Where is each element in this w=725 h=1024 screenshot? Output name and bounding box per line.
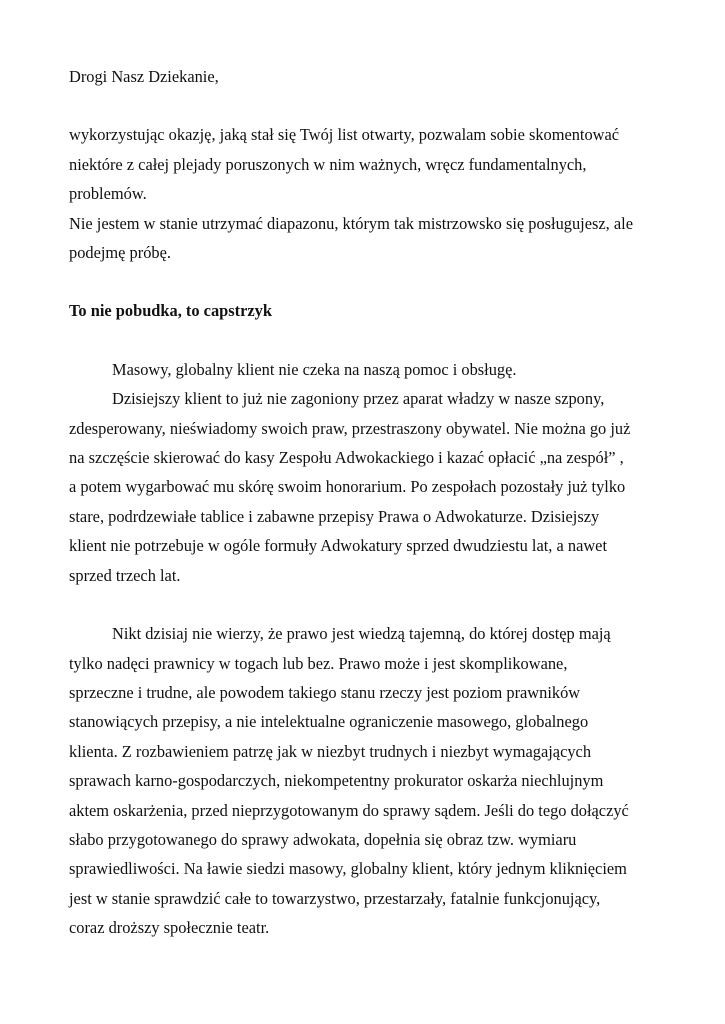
text-line: sprzeczne i trudne, ale powodem takiego stanu rzeczy jest poziom prawników xyxy=(69,682,581,702)
text-line: stanowiących przepisy, a nie intelektualne ograniczenie masowego, globalnego xyxy=(69,712,589,732)
text-line: na szczęście skierować do kasy Zespołu Adwokackiego i kazać opłacić „na zespół” , xyxy=(69,448,624,468)
text-line: Masowy, globalny klient nie czeka na naszą pomoc i obsługę. xyxy=(112,359,517,379)
text-line: podejmę próbę. xyxy=(69,243,171,263)
text-line: sprzed trzech lat. xyxy=(69,565,181,585)
document-page xyxy=(69,62,669,943)
text-line: Dzisiejszy klient to już nie zagoniony przez aparat władzy w nasze szpony, xyxy=(112,389,605,409)
greeting-line: Drogi Nasz Dziekanie, xyxy=(69,67,219,86)
spacer xyxy=(69,267,669,296)
text-line: Nie jestem w stanie utrzymać diapazonu, którym tak mistrzowsko się posługujesz, ale xyxy=(69,213,633,233)
text-line: tylko nadęci prawnicy w togach lub bez. Prawo może i jest skomplikowane, xyxy=(69,653,568,673)
spacer xyxy=(69,326,669,355)
text-line: sprawiedliwości. Na ławie siedzi masowy, globalny klient, który jednym kliknięciem xyxy=(69,859,627,879)
text-line: jest w stanie sprawdzić całe to towarzystwo, przestarzały, fatalnie funkcjonujący, xyxy=(69,888,601,908)
text-line: niektóre z całej plejady poruszonych w nim ważnych, wręcz fundamentalnych, xyxy=(69,154,587,174)
paragraph-1 xyxy=(69,355,669,384)
paragraph-2 xyxy=(69,384,669,590)
text-line: Nikt dzisiaj nie wierzy, że prawo jest wiedzą tajemną, do której dostęp mają xyxy=(112,624,611,644)
text-line: coraz droższy społecznie teatr. xyxy=(69,918,270,938)
text-line: aktem oskarżenia, przed nieprzygotowanym do sprawy sądem. Jeśli do tego dołączyć xyxy=(69,800,629,820)
text-line: a potem wygarbować mu skórę swoim honorarium. Po zespołach pozostały już tylko xyxy=(69,477,626,497)
text-line: stare, podrdzewiałe tablice i zabawne przepisy Prawa o Adwokaturze. Dzisiejszy xyxy=(69,506,600,526)
text-line: wykorzystując okazję, jaką stał się Twój list otwarty, pozwalam sobie skomentować xyxy=(69,125,620,145)
spacer xyxy=(69,590,669,619)
text-line: zdesperowany, nieświadomy swoich praw, przestraszony obywatel. Nie można go już xyxy=(69,418,631,438)
greeting xyxy=(69,62,669,91)
text-line: słabo przygotowanego do sprawy adwokata, dopełnia się obraz tzw. wymiaru xyxy=(69,829,577,849)
spacer xyxy=(69,91,669,120)
text-line: klienta. Z rozbawieniem patrzę jak w niezbyt trudnych i niezbyt wymagających xyxy=(69,741,592,761)
text-line: sprawach karno-gospodarczych, niekompetentny prokurator oskarża niechlujnym xyxy=(69,771,604,791)
paragraph-3 xyxy=(69,619,669,942)
intro-paragraph xyxy=(69,120,669,267)
text-line: problemów. xyxy=(69,184,147,204)
section-heading xyxy=(69,296,669,325)
text-line: klient nie potrzebuje w ogóle formuły Adwokatury sprzed dwudziestu lat, a nawet xyxy=(69,536,608,556)
section-heading-text: To nie pobudka, to capstrzyk xyxy=(69,301,272,321)
